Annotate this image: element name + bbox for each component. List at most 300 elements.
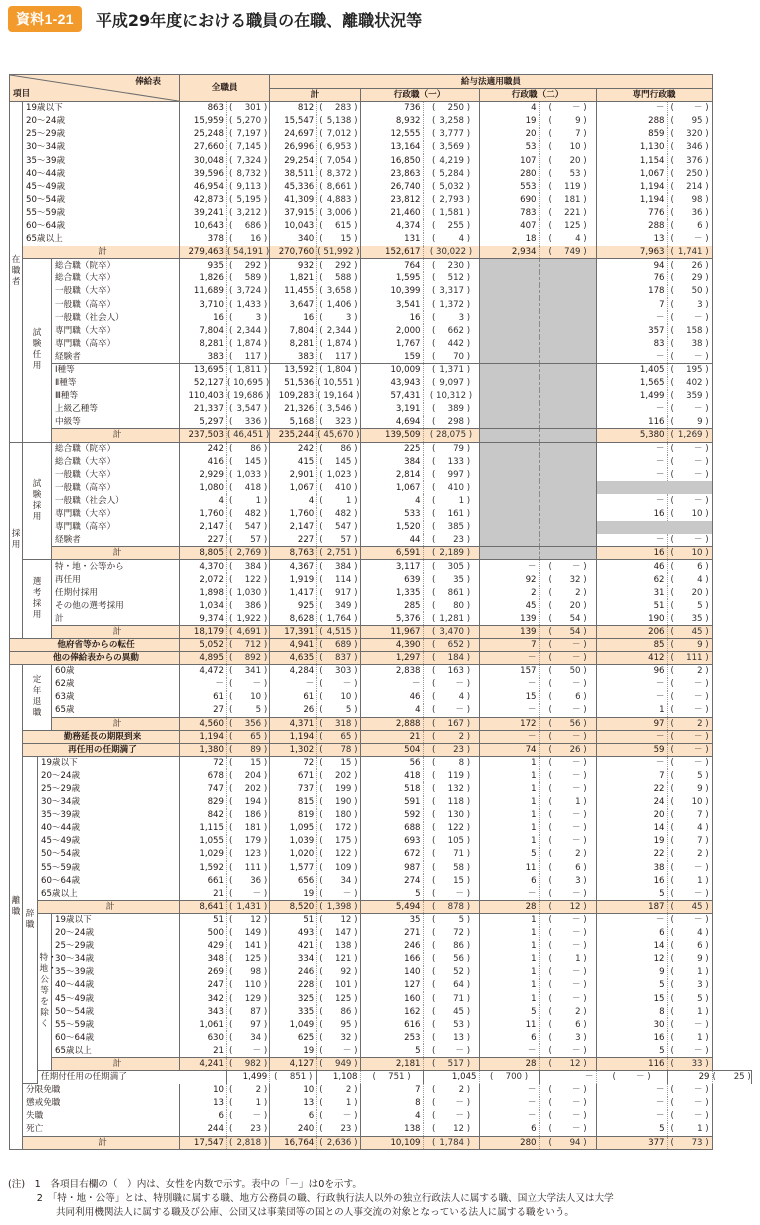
row-label: 65歳以上: [52, 1044, 180, 1057]
female-cell: ( 105 ): [431, 836, 471, 847]
female-value: 1,269: [677, 430, 703, 441]
female-cell: ( 125 ): [319, 993, 358, 1004]
female-cell: ( 749 ): [548, 246, 587, 257]
female-value: 130: [447, 810, 465, 821]
value-cell: 1,898: [180, 586, 227, 599]
female-value: －: [342, 1111, 352, 1122]
row-label: 他の俸給表からの異動: [10, 652, 180, 665]
female-cell: ( － ): [431, 1111, 471, 1122]
value-cell: 5,494: [360, 900, 423, 913]
table-row: [10, 481, 752, 494]
female-value: 5: [697, 600, 703, 611]
female-value: 1,874: [236, 338, 262, 349]
female-cell: ( 3 ): [229, 312, 268, 323]
female-value: 376: [686, 155, 703, 166]
female-cell: ( － ): [539, 638, 596, 651]
female-value: 80: [453, 600, 465, 611]
table-row: [10, 337, 752, 350]
female-value: 615: [334, 220, 352, 231]
value-cell: 16,764: [270, 1136, 317, 1149]
female-cell: ( 359 ): [667, 390, 712, 403]
value-cell: 342: [180, 992, 227, 1005]
table-row: [10, 665, 752, 678]
female-cell: ( － ): [548, 993, 587, 1004]
table-row: [10, 206, 752, 219]
value-cell: 4: [360, 1110, 423, 1123]
female-cell: ( 6 ): [548, 862, 587, 873]
female-value: 1: [697, 1006, 703, 1017]
female-cell: ( 204 ): [229, 770, 268, 781]
table-row: [10, 233, 752, 246]
value-cell: 1,194: [270, 730, 317, 743]
female-value: 10: [691, 509, 703, 520]
female-cell: ( 1,030 ): [229, 587, 268, 598]
value-cell: 51,536: [270, 377, 317, 390]
table-row: [10, 1031, 752, 1044]
female-value: 34: [340, 875, 352, 886]
female-cell: ( 20 ): [548, 155, 587, 166]
value-cell: －: [479, 887, 539, 900]
female-value: 2: [345, 1085, 352, 1096]
table-row: [10, 743, 752, 756]
female-cell: ( 1 ): [548, 797, 587, 808]
female-value: 2: [458, 1085, 465, 1096]
value-cell: 2,814: [360, 468, 423, 481]
female-cell: ( － ): [667, 102, 712, 115]
female-cell: ( 186 ): [229, 810, 268, 821]
female-value: 442: [447, 338, 465, 349]
female-value: 1,804: [326, 365, 352, 376]
value-cell: 271: [360, 927, 423, 940]
female-value: 851: [289, 1072, 307, 1083]
female-value: 749: [564, 246, 581, 257]
value-cell: 1: [479, 809, 539, 822]
row-label: 35～39歳: [52, 966, 180, 979]
value-cell: －: [596, 311, 667, 324]
female-cell: ( 195 ): [667, 363, 712, 376]
value-cell: 10,043: [270, 219, 317, 232]
female-cell: ( 19,686 ): [227, 391, 270, 402]
female-value: 3: [458, 312, 465, 323]
value-cell: [479, 390, 539, 403]
female-cell: ( － ): [319, 1111, 358, 1122]
female-value: －: [693, 443, 703, 454]
female-cell: ( － ): [431, 1098, 471, 1109]
side-teinen-label: 定年退職: [32, 675, 42, 719]
female-value: 1,811: [236, 365, 262, 376]
value-cell: 13,164: [360, 141, 423, 154]
value-cell: 533: [360, 508, 423, 521]
female-value: 186: [244, 810, 262, 821]
value-cell: 5: [596, 1123, 667, 1136]
female-value: 320: [686, 129, 703, 140]
female-cell: ( 2 ): [423, 730, 479, 743]
value-cell: 1,417: [270, 586, 317, 599]
value-cell: 247: [180, 979, 227, 992]
table-row: [10, 1018, 752, 1031]
female-value: 5: [697, 993, 703, 1004]
row-label: 65歳以上: [38, 887, 180, 900]
value-cell: 1: [479, 966, 539, 979]
value-cell: 172: [479, 717, 539, 730]
row-label: 30～34歳: [23, 141, 180, 154]
value-cell: 6,591: [360, 547, 423, 560]
female-cell: ( 615 ): [319, 220, 358, 231]
value-cell: 7,963: [596, 246, 667, 259]
female-value: 255: [447, 220, 465, 231]
female-cell: [539, 508, 596, 521]
row-label: 55～59歳: [23, 206, 180, 219]
value-cell: 2,929: [180, 468, 227, 481]
female-cell: ( 89 ): [227, 743, 270, 756]
female-value: 9,097: [439, 378, 465, 389]
female-value: 2,344: [236, 325, 262, 336]
female-cell: ( 10 ): [229, 692, 268, 703]
value-cell: 5,297: [180, 416, 227, 429]
female-cell: [539, 298, 596, 311]
female-cell: ( 122 ): [229, 574, 268, 585]
female-cell: ( 686 ): [229, 220, 268, 231]
side-shiken-ninyo-label: 試験任用: [32, 328, 42, 372]
table-row: [10, 141, 752, 154]
value-cell: 228: [270, 979, 317, 992]
value-cell: 493: [270, 927, 317, 940]
value-cell: 429: [180, 940, 227, 953]
female-cell: ( － ): [319, 888, 358, 899]
female-value: 15: [340, 234, 352, 245]
table-row: [10, 324, 752, 337]
female-value: 145: [244, 456, 262, 467]
female-cell: ( 6 ): [667, 940, 712, 953]
row-label: 総合職（大卒）: [52, 272, 180, 285]
row-label: 計: [23, 1136, 180, 1149]
value-cell: －: [479, 1097, 539, 1110]
female-value: 292: [334, 260, 352, 271]
female-cell: ( 318 ): [317, 717, 360, 730]
value-cell: 4,472: [180, 665, 227, 678]
value-cell: －: [596, 468, 667, 481]
female-value: 38: [691, 338, 703, 349]
value-cell: 935: [180, 259, 227, 272]
female-value: 54: [569, 613, 581, 624]
female-cell: ( 3 ): [667, 979, 712, 992]
value-cell: 325: [270, 992, 317, 1005]
value-cell: 1,302: [270, 743, 317, 756]
female-value: 1: [458, 495, 465, 506]
female-cell: ( 8,372 ): [319, 168, 358, 179]
value-cell: [479, 324, 539, 337]
row-label: 40～44歳: [52, 979, 180, 992]
female-value: 2,636: [326, 1137, 352, 1148]
female-cell: ( 301 ): [229, 103, 268, 114]
female-value: 5,195: [236, 194, 262, 205]
female-cell: ( 292 ): [317, 259, 360, 272]
table-row: [10, 691, 752, 704]
value-cell: －: [596, 756, 667, 769]
value-cell: 4,374: [360, 219, 423, 232]
female-cell: ( － ): [667, 887, 712, 900]
female-cell: ( 34 ): [229, 1032, 268, 1043]
female-value: 341: [244, 666, 262, 677]
value-cell: 19: [270, 1044, 317, 1057]
female-value: 195: [686, 365, 703, 376]
table-row: [10, 285, 752, 298]
female-value: 97: [250, 1019, 262, 1030]
female-value: 230: [447, 260, 465, 271]
value-cell: [479, 337, 539, 350]
female-cell: ( 4 ): [667, 822, 712, 835]
value-cell: 28: [479, 900, 539, 913]
value-cell: 242: [180, 442, 227, 455]
row-label: 55～59歳: [38, 861, 180, 874]
female-cell: ( 3 ): [548, 875, 587, 886]
value-cell: 10,643: [180, 219, 227, 232]
value-cell: 227: [270, 534, 317, 547]
female-value: 356: [244, 718, 262, 729]
value-cell: 116: [596, 416, 667, 429]
value-cell: 139,509: [360, 429, 423, 442]
col-total: 計: [270, 89, 360, 102]
female-value: －: [455, 1045, 465, 1056]
female-cell: ( 2 ): [431, 1085, 471, 1096]
female-cell: ( 12 ): [317, 913, 360, 926]
female-value: 95: [691, 116, 703, 127]
female-value: 57: [250, 534, 262, 545]
row-label: 中級等: [52, 416, 180, 429]
female-cell: ( 8,732 ): [229, 168, 268, 179]
female-value: 6: [575, 862, 581, 873]
female-value: 221: [564, 207, 581, 218]
female-cell: ( 292 ): [227, 259, 270, 272]
female-cell: ( 1 ): [667, 1123, 712, 1136]
female-cell: ( 376 ): [667, 154, 712, 167]
female-cell: ( 97 ): [229, 1019, 268, 1030]
female-value: 175: [334, 836, 352, 847]
female-cell: ( 122 ): [319, 849, 358, 860]
female-cell: ( 851 ): [270, 1071, 317, 1084]
female-cell: ( 130 ): [431, 810, 471, 821]
female-value: 7,054: [326, 155, 352, 166]
female-value: －: [693, 888, 703, 899]
row-label: 専門職（大卒）: [52, 324, 180, 337]
value-cell: 3,541: [360, 298, 423, 311]
value-cell: 109,283: [270, 390, 317, 403]
female-cell: ( － ): [229, 679, 268, 690]
row-label: 19歳以下: [52, 913, 180, 926]
value-cell: 1: [479, 979, 539, 992]
female-value: 1: [255, 1098, 262, 1109]
row-label: その他の選考採用: [52, 599, 180, 612]
row-label: 特・地・公等から: [52, 560, 180, 573]
female-value: －: [571, 758, 581, 769]
female-cell: ( 3 ): [319, 312, 358, 323]
table-corner: [10, 75, 180, 102]
female-cell: ( － ): [548, 928, 587, 939]
table-row: [10, 390, 752, 403]
value-cell: [479, 508, 539, 521]
female-cell: ( － ): [548, 941, 587, 952]
female-value: －: [571, 679, 581, 690]
female-cell: ( － ): [229, 1045, 268, 1056]
female-cell: ( 442 ): [431, 338, 471, 349]
female-value: 20: [569, 155, 581, 166]
value-cell: 96: [596, 665, 667, 678]
col-gyosei-2: 行政職（二）: [479, 89, 596, 102]
female-cell: ( 2 ): [667, 717, 712, 730]
female-cell: ( 45 ): [667, 625, 712, 638]
row-label: 一般職（社会人）: [52, 494, 180, 507]
female-value: 28,075: [435, 430, 467, 441]
value-cell: 690: [479, 193, 539, 206]
female-cell: ( 917 ): [319, 587, 358, 598]
row-label: 一般職（大卒）: [52, 285, 180, 298]
value-cell: 2,888: [360, 717, 423, 730]
value-cell: 45,336: [270, 180, 317, 193]
value-cell: 17,547: [180, 1136, 227, 1149]
row-label: 25～29歳: [38, 782, 180, 795]
female-cell: ( 588 ): [319, 273, 358, 284]
corner-top-label: 俸給表: [135, 77, 161, 87]
value-cell: 1,565: [596, 377, 667, 390]
female-value: 87: [250, 1006, 262, 1017]
female-value: 149: [244, 928, 262, 939]
female-cell: ( 7,054 ): [319, 155, 358, 166]
value-cell: 61: [270, 691, 317, 704]
value-cell: [479, 442, 539, 455]
value-cell: 2,934: [479, 246, 539, 259]
female-value: －: [693, 469, 703, 480]
value-cell: 159: [360, 350, 423, 363]
female-cell: ( 4 ): [431, 234, 471, 245]
row-label: 65歳: [52, 704, 180, 717]
female-cell: ( 45 ): [431, 1006, 471, 1017]
value-cell: 630: [180, 1031, 227, 1044]
value-cell: 4: [360, 494, 423, 507]
table-row: [10, 363, 752, 376]
female-cell: ( 25 ): [712, 1072, 751, 1083]
female-cell: ( 9 ): [667, 638, 712, 651]
value-cell: [479, 468, 539, 481]
female-cell: ( 1,581 ): [431, 207, 471, 218]
female-cell: ( 94 ): [539, 1136, 596, 1149]
female-value: 65: [340, 731, 352, 742]
value-cell: 2,838: [360, 665, 423, 678]
value-cell: －: [596, 1084, 667, 1097]
female-value: －: [571, 915, 581, 926]
table-row: [10, 429, 752, 442]
table-row: [10, 1123, 752, 1136]
row-label: 40～44歳: [23, 167, 180, 180]
value-cell: 1,049: [270, 1018, 317, 1031]
female-cell: ( 341 ): [227, 665, 270, 678]
female-cell: ( 1 ): [667, 1005, 712, 1018]
female-cell: ( 2 ): [548, 587, 587, 598]
female-cell: ( 2,818 ): [227, 1136, 270, 1149]
female-value: －: [455, 705, 465, 716]
female-cell: ( 418 ): [229, 482, 268, 493]
value-cell: 240: [270, 1123, 317, 1136]
female-cell: ( 32 ): [548, 574, 587, 585]
table-row: [10, 403, 752, 416]
table-row: [10, 848, 752, 861]
value-cell: [479, 311, 539, 324]
table-row: [10, 822, 752, 835]
female-cell: ( 10 ): [667, 796, 712, 809]
female-cell: ( 2,636 ): [317, 1136, 360, 1149]
female-value: 50: [569, 666, 581, 677]
value-cell: 24: [596, 796, 667, 809]
value-cell: －: [596, 1110, 667, 1123]
female-value: －: [571, 1085, 581, 1096]
female-value: 35: [691, 613, 703, 624]
value-cell: 6: [479, 874, 539, 887]
value-cell: 61: [180, 691, 227, 704]
female-value: 13: [453, 1032, 465, 1043]
value-cell: 1,115: [180, 822, 227, 835]
female-value: 46,451: [233, 430, 264, 441]
value-cell: 1,826: [180, 272, 227, 285]
female-value: 5: [697, 770, 703, 781]
female-cell: ( 80 ): [431, 600, 471, 611]
female-value: －: [693, 744, 703, 755]
table-row: [10, 940, 752, 953]
female-cell: ( 10 ): [548, 142, 587, 153]
female-value: 385: [447, 522, 465, 533]
female-value: 9,113: [236, 181, 262, 192]
female-value: 119: [564, 181, 581, 192]
female-cell: ( 7,145 ): [229, 142, 268, 153]
table-row: [10, 521, 752, 534]
female-value: 2: [575, 849, 581, 860]
female-cell: ( 86 ): [227, 442, 270, 455]
female-value: 1,741: [677, 246, 703, 257]
value-cell: 225: [360, 442, 423, 455]
female-cell: ( 1,023 ): [319, 469, 358, 480]
value-cell: 38: [596, 861, 667, 874]
value-cell: 280: [479, 167, 539, 180]
value-cell: 21: [360, 730, 423, 743]
female-cell: ( 6 ): [667, 219, 712, 232]
female-cell: ( 129 ): [229, 993, 268, 1004]
female-cell: ( 79 ): [423, 442, 479, 455]
female-cell: ( 4 ): [548, 234, 587, 245]
female-value: 121: [334, 954, 352, 965]
female-cell: ( 2,751 ): [317, 547, 360, 560]
female-cell: [539, 547, 596, 560]
female-cell: ( 2 ): [667, 665, 712, 678]
female-value: 9: [697, 784, 703, 795]
value-cell: －: [479, 652, 539, 665]
female-value: 389: [447, 404, 465, 415]
female-cell: ( 16 ): [229, 234, 268, 245]
female-cell: ( 2 ): [319, 1085, 358, 1096]
female-value: 92: [340, 967, 352, 978]
value-cell: 7: [596, 298, 667, 311]
row-label: 55～59歳: [52, 1018, 180, 1031]
row-label: 60～64歳: [23, 219, 180, 232]
table-row: [10, 167, 752, 180]
value-cell: 5,380: [596, 429, 667, 442]
female-value: －: [571, 1045, 581, 1056]
table-row: [10, 1136, 752, 1149]
row-label: 総合職（院卒）: [52, 442, 180, 455]
female-value: 109: [334, 862, 352, 873]
row-label: 計: [52, 547, 180, 560]
female-value: －: [342, 1045, 352, 1056]
female-cell: ( － ): [548, 810, 587, 821]
value-cell: 178: [596, 285, 667, 298]
female-cell: ( 982 ): [227, 1057, 270, 1070]
